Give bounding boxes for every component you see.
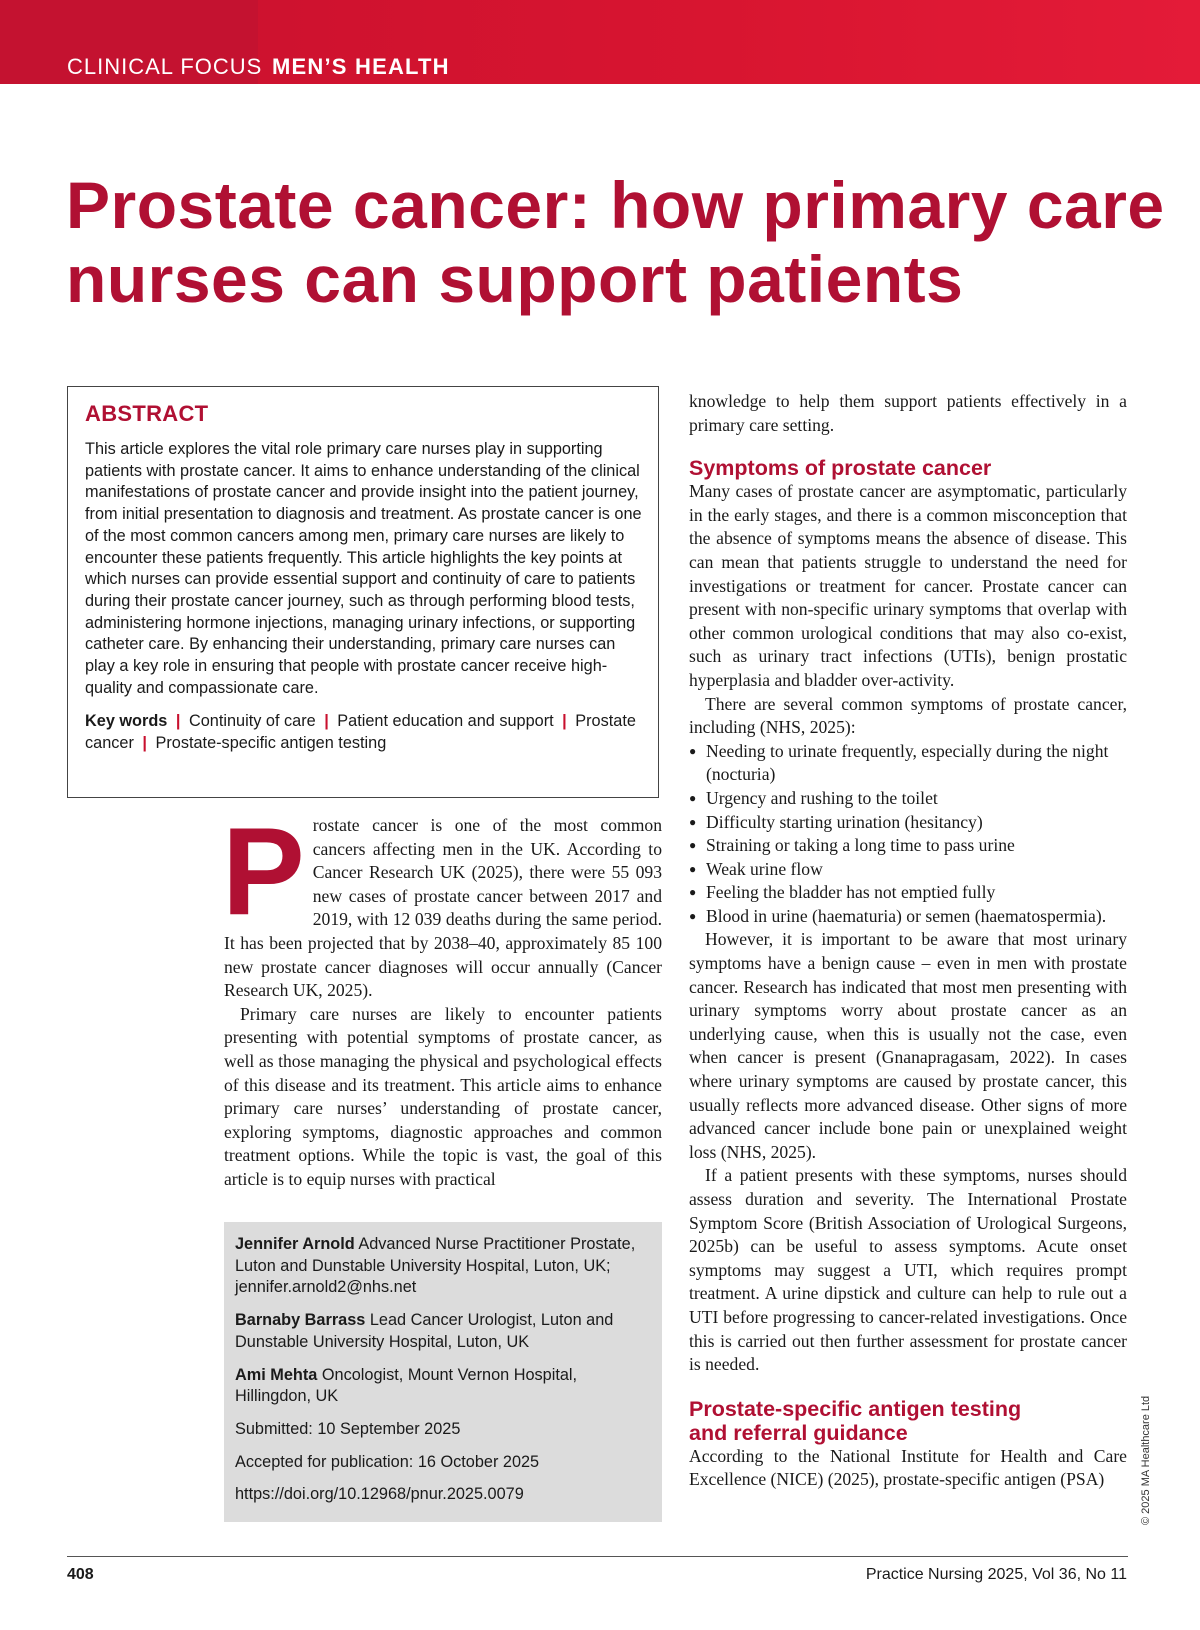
author-entry xyxy=(235,1234,650,1299)
abstract-text: This article explores the vital role primary care nurses play in supporting patients with prostate cancer. It aims to enhance understanding of the clinical manifestations of prostate cancer and provide insight into the patient journey, from initial presentation to diagnosis and treatment. As prostate cancer is one of the most common cancers among men, primary care nurses are likely to encounter these patients frequently. This article highlights the key points at which nurses can provide essential support and continuity of care to patients during their prostate cancer journey, such as through performing blood tests, administering hormone injections, managing urinary infections, or supporting catheter care. By enhancing their understanding, primary care nurses can play a key role in ensuring that people with prostate cancer receive high-quality and compassionate care. xyxy=(85,440,642,697)
keyword-separator: | xyxy=(562,712,567,731)
submitted-date: Submitted: 10 September 2025 xyxy=(235,1419,461,1438)
body-paragraph: According to the National Institute for Health and Care Excellence (NICE) (2025), prostate-specific antigen (PSA) xyxy=(689,1445,1127,1490)
keyword: Prostate cancer xyxy=(85,712,636,753)
list-item: ● Blood in urine (haematuria) or semen (haematospermia). xyxy=(689,905,1127,929)
copyright-notice: © 2025 MA Healthcare Ltd xyxy=(1140,1395,1152,1525)
list-item: ● Feeling the bladder has not emptied fully xyxy=(689,881,1127,905)
author-affiliation: Oncologist, Mount Vernon Hospital, Hillingdon, UK xyxy=(235,1365,578,1406)
author-name: Jennifer Arnold xyxy=(235,1235,355,1253)
continued-paragraph: knowledge to help them support patients effectively in a primary care setting. xyxy=(689,391,1127,435)
body-paragraph: Many cases of prostate cancer are asymptomatic, particularly in the early stages, and there is a common misconception that the absence of symptoms means the absence of disease. This can mean that patients struggle to understand the need for investigations or treatment for cancer. Prostate cancer can present with non-specific urinary symptoms that overlap with other common urological conditions that may also co-exist, such as urinary tract infections (UTIs), benign prostatic hyperplasia and bladder over-activity. xyxy=(689,481,1127,690)
author-entry xyxy=(235,1365,650,1408)
keyword-separator: | xyxy=(324,712,329,731)
header-banner xyxy=(0,0,1200,84)
subsection-label: MEN’S HEALTH xyxy=(272,54,450,79)
keyword: Prostate-specific antigen testing xyxy=(155,734,387,753)
accepted-date: Accepted for publication: 16 October 2025 xyxy=(235,1452,540,1471)
section-label: CLINICAL FOCUS xyxy=(67,54,263,79)
abstract-heading: ABSTRACT xyxy=(85,401,209,426)
section-heading-psa xyxy=(689,1397,1127,1445)
keyword: Continuity of care xyxy=(188,712,316,731)
list-item: ● Straining or taking a long time to pass urine xyxy=(689,834,1127,858)
keyword-separator: | xyxy=(142,734,147,753)
body-paragraph: There are several common symptoms of prostate cancer, including (NHS, 2025): xyxy=(689,693,1127,738)
intro-text: rostate cancer is one of the most common cancers affecting men in the UK. According to Cancer Research UK (2025), there were 55 093 new cases of prostate cancer between 2017 and 2019, with 12 039 deaths during the same period. It has been projected that by 2038–40, approximately 85 100 new prostate cancer diagnoses will occur annually (Cancer Research UK, 2025). xyxy=(224,815,662,1001)
author-name: Barnaby Barrass xyxy=(235,1311,366,1330)
body-paragraph: If a patient presents with these symptoms, nurses should assess duration and severity. The International Prostate Symptom Score (British Association of Urological Surgeons, 2025b) can be useful to assess symptoms. Acute onset symptoms may suggest a UTI, which requires prompt treatment. A urine dipstick and culture can help to rule out a UTI before progressing to cancer-related investigations. Once this is carried out then further assessment for prostate cancer is needed. xyxy=(689,1165,1127,1375)
footer-divider xyxy=(67,1556,1128,1557)
author-info-box xyxy=(224,1222,662,1522)
page-number: 408 xyxy=(67,1566,94,1583)
body-column-right xyxy=(689,390,1127,1492)
author-affiliation: Lead Cancer Urologist, Luton and Dunstable University Hospital, Luton, UK xyxy=(235,1311,614,1351)
list-item: ● Urgency and rushing to the toilet xyxy=(689,787,1127,811)
drop-cap: P xyxy=(222,803,305,941)
author-affiliation: Advanced Nurse Practitioner Prostate, Luton and Dunstable University Hospital, Luton, UK; jennifer.arnold2@nhs.net xyxy=(235,1235,636,1297)
author-entry xyxy=(235,1310,650,1353)
doi-link[interactable]: https://doi.org/10.12968/pnur.2025.0079 xyxy=(235,1485,524,1504)
author-name: Ami Mehta xyxy=(235,1365,318,1384)
list-item: ● Difficulty starting urination (hesitancy) xyxy=(689,811,1127,835)
keyword-separator: | xyxy=(175,712,181,731)
section-heading-symptoms: Symptoms of prostate cancer xyxy=(689,456,992,481)
symptom-list xyxy=(689,740,1127,929)
keywords-label: Key words xyxy=(85,712,168,731)
body-paragraph: However, it is important to be aware that most urinary symptoms have a benign cause – even in men with prostate cancer. Research has indicated that most men presenting with urinary symptoms worry about prostate cancer as an underlying cause, when this is usually not the case, even when cancer is present (Gnanapragasam, 2022). In cases where urinary symptoms are caused by prostate cancer, this usually reflects more advanced disease. Other signs of more advanced cancer include bone pain or unexplained weight loss (NHS, 2025). xyxy=(689,929,1127,1162)
keyword: Patient education and support xyxy=(337,712,554,731)
keywords xyxy=(85,711,642,754)
body-paragraph: Primary care nurses are likely to encounter patients presenting with potential symptoms of prostate cancer, as well as those managing the physical and psychological effects of this disease and its treatment. This article aims to enhance primary care nurses’ understanding of prostate cancer, exploring symptoms, diagnostic approaches and common treatment options. While the topic is vast, the goal of this article is to equip nurses with practical xyxy=(224,1003,662,1189)
list-item: ● Needing to urinate frequently, especially during the night (nocturia) xyxy=(689,740,1127,787)
journal-citation: Practice Nursing 2025, Vol 36, No 11 xyxy=(865,1566,1127,1583)
intro-paragraph xyxy=(222,803,662,1003)
list-item: ● Weak urine flow xyxy=(689,858,1127,882)
section-heading-psa-line1: Prostate-specific antigen testing xyxy=(689,1396,1022,1421)
body-column-left xyxy=(222,803,662,1192)
section-heading-psa-line2: and referral guidance xyxy=(689,1420,908,1445)
abstract-box xyxy=(67,386,659,798)
article-title: Prostate cancer: how primary care nurses can support patients xyxy=(66,168,1165,316)
